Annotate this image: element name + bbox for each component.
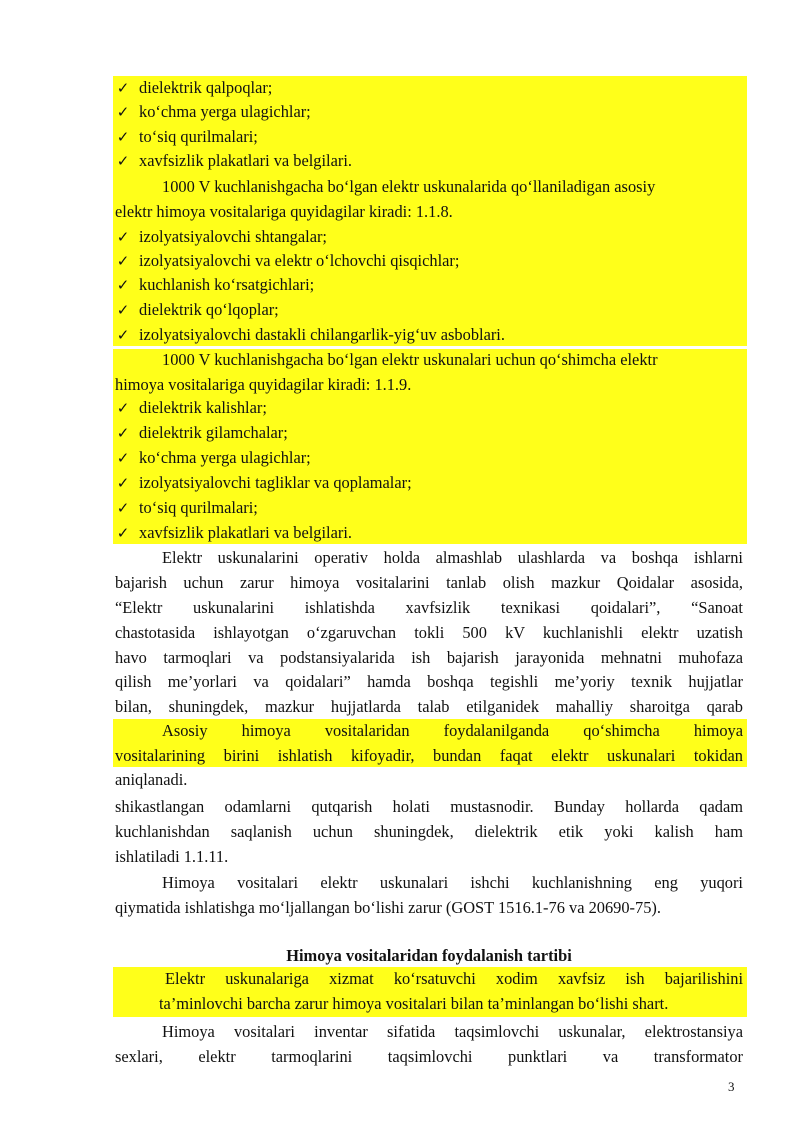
list-item: xavfsizlik plakatlari va belgilari. xyxy=(139,523,352,542)
paragraph-line: Elektr uskunalariga xizmat ko‘rsatuvchi xodim xavfsiz ish bajarilishini xyxy=(165,969,743,988)
list-item: izolyatsiyalovchi tagliklar va qoplamalar; xyxy=(139,473,412,492)
list-item: to‘siq qurilmalari; xyxy=(139,498,258,517)
paragraph-line: aniqlanadi. xyxy=(115,770,188,789)
check-icon: ✓ xyxy=(116,103,130,121)
check-icon: ✓ xyxy=(116,424,130,442)
paragraph-line: 1000 V kuchlanishgacha bo‘lgan elektr uskunalarida qo‘llaniladigan asosiy xyxy=(162,177,656,196)
section-heading: Himoya vositalaridan foydalanish tartibi xyxy=(286,946,572,965)
paragraph-line: Elektr uskunalarini operativ holda almashlab ulashlarda va boshqa ishlarni xyxy=(162,548,743,567)
check-icon: ✓ xyxy=(116,79,130,97)
list-item: izolyatsiyalovchi dastakli chilangarlik-yig‘uv asboblari. xyxy=(139,325,505,344)
check-icon: ✓ xyxy=(116,128,130,146)
list-item: dielektrik qalpoqlar; xyxy=(139,78,273,97)
list-item: to‘siq qurilmalari; xyxy=(139,127,258,146)
check-icon: ✓ xyxy=(116,228,130,246)
check-icon: ✓ xyxy=(116,449,130,467)
paragraph-line: elektr himoya vositalariga quyidagilar kiradi: 1.1.8. xyxy=(115,202,453,221)
paragraph-line: qiymatida ishlatishga mo‘ljallangan bo‘lishi zarur (GOST 1516.1-76 va 20690-75). xyxy=(115,898,661,917)
list-item: ko‘chma yerga ulagichlar; xyxy=(139,448,311,467)
check-icon: ✓ xyxy=(116,152,130,170)
paragraph-line: qilish me’yorlari va qoidalari” hamda boshqa tegishli me’yoriy texnik hujjatlar xyxy=(115,672,743,691)
paragraph-line: “Elektr uskunalarini ishlatishda xavfsizlik texnikasi qoidalari”, “Sanoat xyxy=(115,598,743,617)
paragraph-line: shikastlangan odamlarni qutqarish holati mustasnodir. Bunday hollarda qadam xyxy=(115,797,743,816)
list-item: ko‘chma yerga ulagichlar; xyxy=(139,102,311,121)
check-icon: ✓ xyxy=(116,524,130,542)
list-item: dielektrik qo‘lqoplar; xyxy=(139,300,279,319)
check-icon: ✓ xyxy=(116,474,130,492)
list-item: izolyatsiyalovchi shtangalar; xyxy=(139,227,327,246)
check-icon: ✓ xyxy=(116,399,130,417)
paragraph-line: Himoya vositalari inventar sifatida taqsimlovchi uskunalar, elektrostansiya xyxy=(162,1022,743,1041)
paragraph-line: havo tarmoqlari va podstansiyalarida ish bajarish jarayonida mehnatni muhofaza xyxy=(115,648,743,667)
paragraph-line: bajarish uchun zarur himoya vositalarini tanlab olish mazkur Qoidalar asosida, xyxy=(115,573,743,592)
list-item: izolyatsiyalovchi va elektr o‘lchovchi qisqichlar; xyxy=(139,251,460,270)
paragraph-line: bilan, shuningdek, mazkur hujjatlarda talab etilganidek mahalliy sharoitga qarab xyxy=(115,697,743,716)
paragraph-line: ta’minlovchi barcha zarur himoya vositalari bilan ta’minlangan bo‘lishi shart. xyxy=(159,994,669,1013)
page-number: 3 xyxy=(728,1079,735,1094)
paragraph-line: himoya vositalariga quyidagilar kiradi: 1.1.9. xyxy=(115,375,412,394)
list-item: kuchlanish ko‘rsatgichlari; xyxy=(139,275,315,294)
check-icon: ✓ xyxy=(116,276,130,294)
check-icon: ✓ xyxy=(116,252,130,270)
paragraph-line: Asosiy himoya vositalaridan foydalanilganda qo‘shimcha himoya xyxy=(162,721,743,740)
paragraph-line: sexlari, elektr tarmoqlarini taqsimlovchi punktlari va transformator xyxy=(115,1047,743,1066)
check-icon: ✓ xyxy=(116,499,130,517)
paragraph-line: Himoya vositalari elektr uskunalari ishchi kuchlanishning eng yuqori xyxy=(162,873,743,892)
list-item: xavfsizlik plakatlari va belgilari. xyxy=(139,151,352,170)
paragraph-line: ishlatiladi 1.1.11. xyxy=(115,847,229,866)
list-item: dielektrik kalishlar; xyxy=(139,398,267,417)
paragraph-line: 1000 V kuchlanishgacha bo‘lgan elektr uskunalari uchun qo‘shimcha elektr xyxy=(162,350,658,369)
check-icon: ✓ xyxy=(116,326,130,344)
check-icon: ✓ xyxy=(116,301,130,319)
paragraph-line: kuchlanishdan saqlanish uchun shuningdek, dielektrik etik yoki kalish ham xyxy=(115,822,743,841)
list-item: dielektrik gilamchalar; xyxy=(139,423,288,442)
paragraph-line: vositalarining birini ishlatish kifoyadir, bundan faqat elektr uskunalari tokidan xyxy=(115,746,743,765)
paragraph-line: chastotasida ishlayotgan o‘zgaruvchan tokli 500 kV kuchlanishli elektr uzatish xyxy=(115,623,743,642)
